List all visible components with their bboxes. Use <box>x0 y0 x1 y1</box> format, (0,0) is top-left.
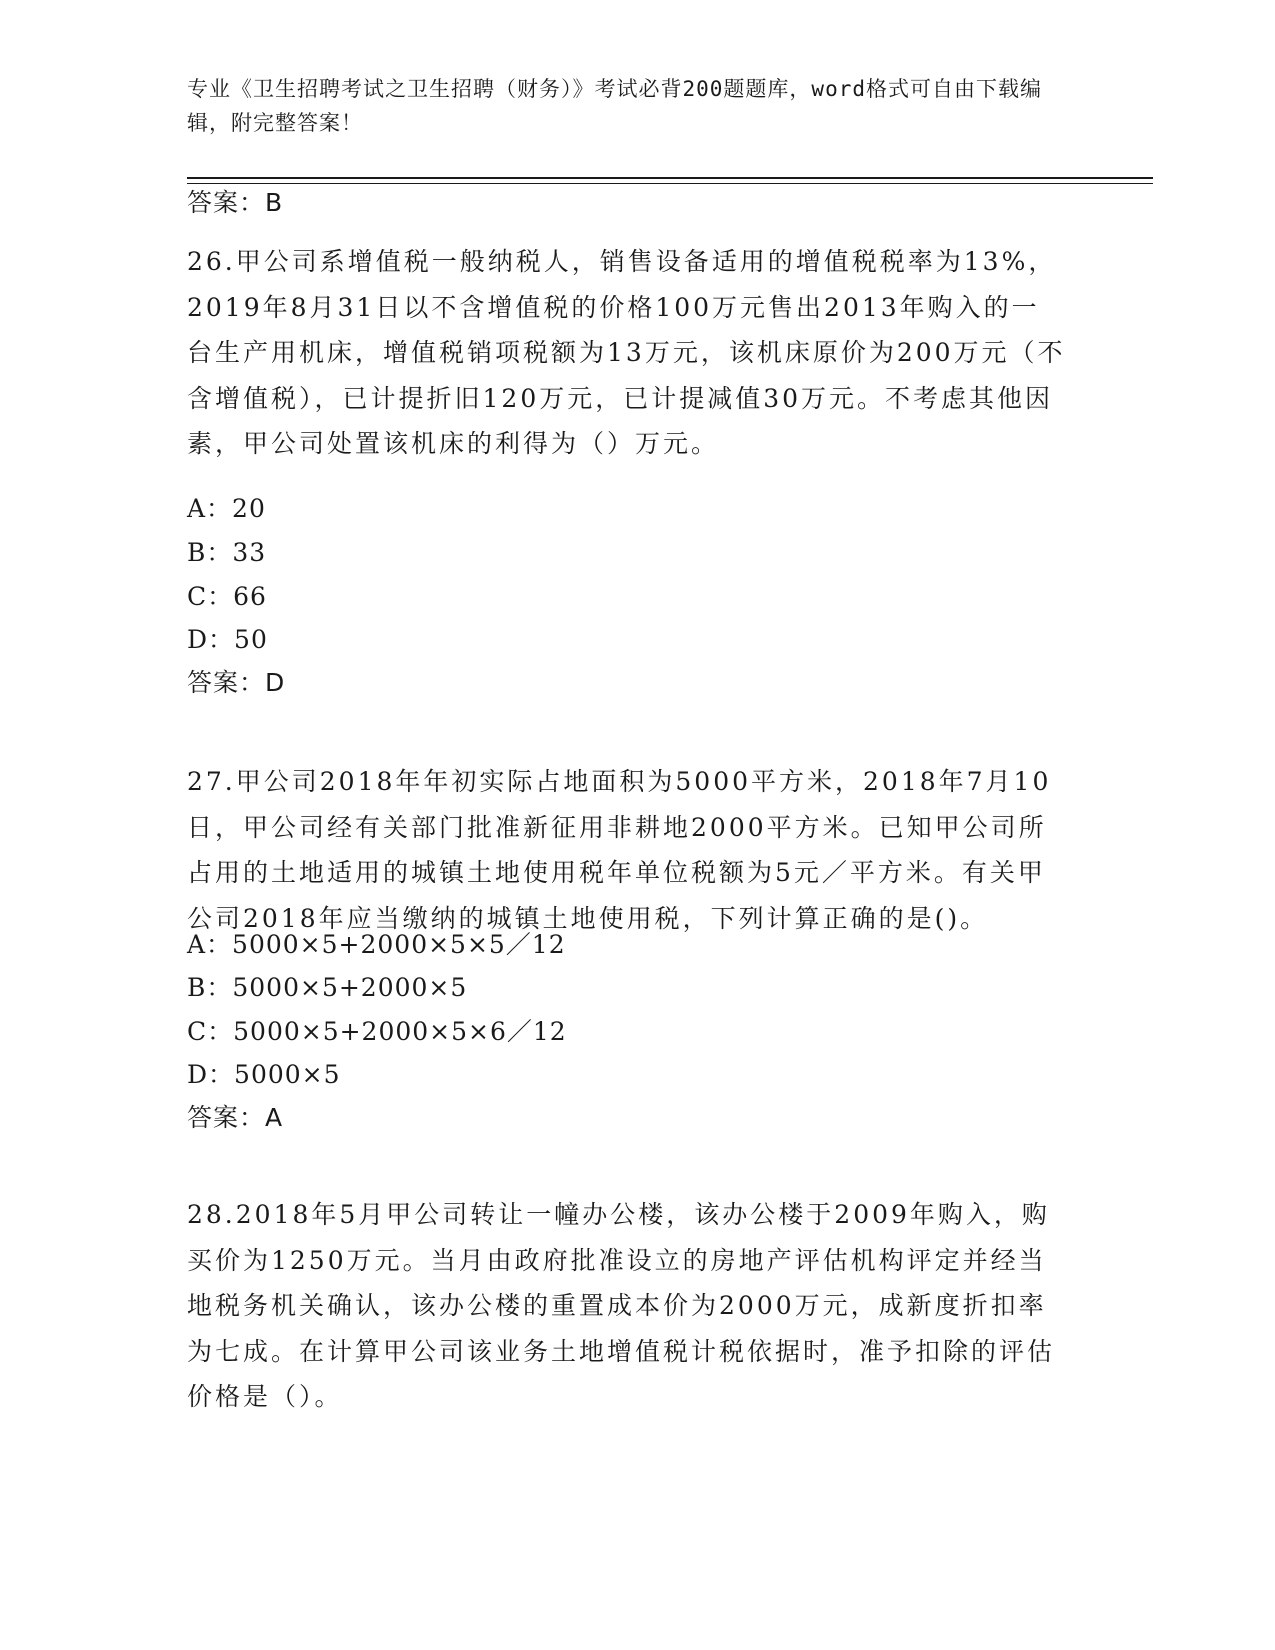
question-27-text: 27.甲公司2018年年初实际占地面积为5000平方米，2018年7月10日，甲公司经有关部门批准新征用非耕地2000平方米。已知甲公司所占用的土地适用的城镇土地使用税年单位税额为5元／平方米。有关甲公司2018年应当缴纳的城镇土地使用税，下列计算正确的是()。 <box>187 767 1052 933</box>
question-27-option-d: D：5000×5 <box>187 1060 341 1089</box>
previous-answer: 答案：B <box>187 188 284 217</box>
header-divider-thin <box>187 183 1153 184</box>
question-27-answer: 答案：A <box>187 1103 284 1132</box>
question-26-option-d: D：50 <box>187 625 268 654</box>
question-27-option-b: B：5000×5+2000×5 <box>187 973 468 1002</box>
question-27-option-a: A：5000×5+2000×5×5／12 <box>187 930 566 959</box>
question-28-text: 28.2018年5月甲公司转让一幢办公楼，该办公楼于2009年购入，购买价为1250万元。当月由政府批准设立的房地产评估机构评定并经当地税务机关确认，该办公楼的重置成本价为2000万元，成新度折扣率为七成。在计算甲公司该业务土地增值税计税依据时，准予扣除的评估价格是（）。 <box>187 1200 1056 1411</box>
header-divider-thick <box>187 177 1153 179</box>
question-26-option-a: A：20 <box>187 494 266 523</box>
question-26-option-b: B：33 <box>187 538 267 567</box>
question-27-option-c: C：5000×5+2000×5×6／12 <box>187 1017 567 1046</box>
question-26-answer: 答案：D <box>187 668 286 697</box>
question-26-text: 26.甲公司系增值税一般纳税人，销售设备适用的增值税税率为13%，2019年8月31日以不含增值税的价格100万元售出2013年购入的一台生产用机床，增值税销项税额为13万元，该机床原价为200万元（不含增值税），已计提折旧120万元，已计提减值30万元。不考虑其他因素，甲公司处置该机床的利得为（）万元。 <box>187 247 1066 458</box>
question-26-option-c: C：66 <box>187 582 267 611</box>
document-header: 专业《卫生招聘考试之卫生招聘（财务）》考试必背200题题库，word格式可自由下载编辑，附完整答案！ <box>187 77 1042 135</box>
